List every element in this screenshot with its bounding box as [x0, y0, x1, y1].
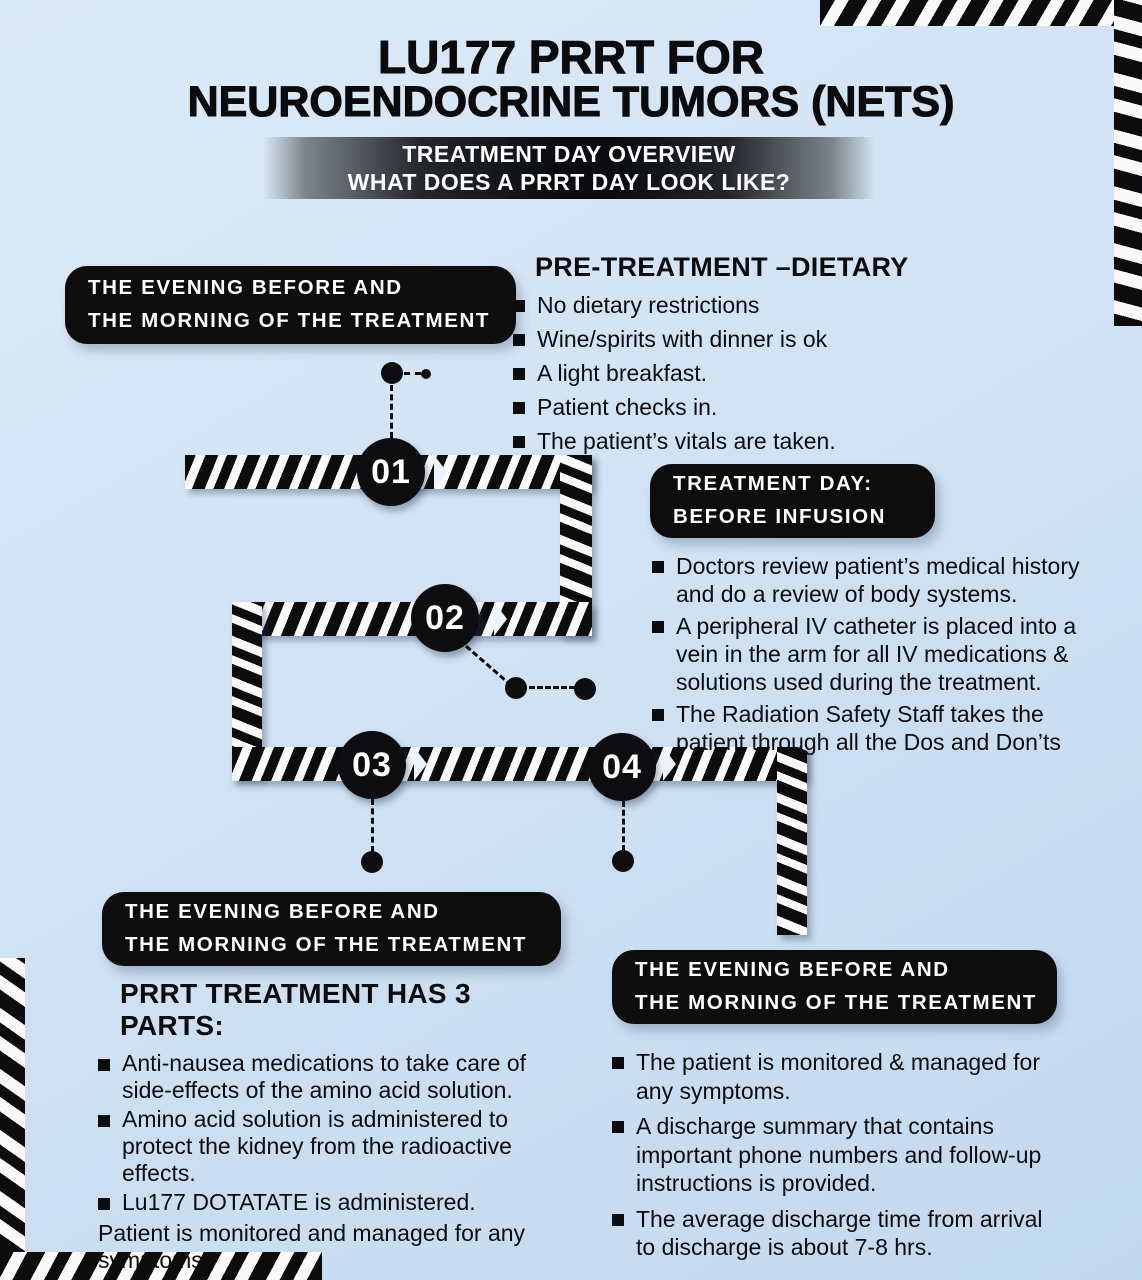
bullet-text: No dietary restrictions: [537, 292, 760, 318]
bullet-square-icon: [513, 334, 525, 346]
connector-dash-01: [390, 385, 393, 438]
bullet-text: A light breakfast.: [537, 359, 708, 386]
pill-line1: THE EVENING BEFORE AND: [88, 276, 403, 300]
pill-evening-morning-top: [65, 266, 516, 344]
pill-evening-morning-bottom-right: [612, 950, 1057, 1024]
connector-dash-03: [371, 799, 374, 852]
connector-dot-01b: [421, 369, 431, 379]
section-pre-treatment-dietary: [513, 252, 973, 461]
step-circle-04: [588, 733, 656, 801]
bullet-text: The Radiation Safety Staff takes the patient through all the Dos and Don’ts: [676, 701, 1061, 756]
bullet-text: The patient is monitored & managed for any symptoms.: [636, 1049, 1041, 1104]
flow-bar-vertical-right2: [777, 747, 807, 935]
page-title-line1: LU177 PRRT FOR: [378, 31, 764, 83]
pre-treatment-heading: PRE-TREATMENT –DIETARY: [535, 252, 909, 282]
bullet-text: Amino acid solution is administered to protect the kidney from the radioactive effects.: [122, 1105, 512, 1186]
bullet-item: [652, 612, 1112, 696]
step-number: 01: [371, 452, 411, 491]
banner-line1: TREATMENT DAY OVERVIEW: [402, 140, 736, 167]
connector-dash-02: [465, 645, 512, 687]
page-title-line2: NEUROENDOCRINE TUMORS (NETS): [187, 77, 955, 126]
bullet-text: A peripheral IV catheter is placed into a vein in the arm for all IV medications & solutions used during the treatment.: [676, 613, 1077, 696]
pill-evening-morning-bottom-left: [102, 892, 561, 966]
bullet-square-icon: [612, 1121, 624, 1133]
bullet-text: Lu177 DOTATATE is administered.: [122, 1188, 476, 1215]
bullet-item: [513, 393, 973, 422]
zebra-stripe-bottom-left-band: [0, 958, 25, 1280]
bullet-item: [513, 427, 973, 456]
connector-dash-01b: [404, 372, 421, 375]
bullet-item: [98, 1189, 550, 1216]
step-number: 04: [602, 747, 642, 786]
bullet-square-icon: [513, 300, 525, 312]
bullet-text: Wine/spirits with dinner is ok: [537, 325, 828, 352]
treatment-parts-heading: PRRT TREATMENT HAS 3 PARTS:: [120, 978, 471, 1041]
bullet-item: [98, 1106, 550, 1187]
banner-line2: WHAT DOES A PRRT DAY LOOK LIKE?: [347, 169, 791, 195]
bullet-item: [513, 291, 973, 320]
bullet-square-icon: [98, 1198, 110, 1210]
bullet-item: [652, 552, 1112, 608]
bullet-text: A discharge summary that contains important phone numbers and follow-up instructions is provided.: [636, 1113, 1042, 1197]
bullet-text: Doctors review patient’s medical history and do a review of body systems.: [676, 553, 1080, 608]
bullet-item: [652, 700, 1112, 756]
bullet-item: [612, 1048, 1064, 1105]
connector-dash-04: [622, 801, 625, 851]
connector-dash-02b: [529, 686, 575, 689]
section-discharge: [612, 1048, 1064, 1269]
section-before-infusion: [652, 552, 1112, 760]
pill-line2: THE MORNING OF THE TREATMENT: [635, 991, 1038, 1014]
pill-line2: BEFORE INFUSION: [673, 505, 887, 528]
bullet-square-icon: [513, 402, 525, 414]
pre-treatment-list: [513, 291, 973, 456]
pill-line1: THE EVENING BEFORE AND: [125, 900, 440, 924]
connector-dot-02a: [505, 677, 527, 699]
bullet-text: The average discharge time from arrival to discharge is about 7-8 hrs.: [636, 1205, 1043, 1261]
bar-notch-icon: [414, 747, 427, 781]
bullet-text: Anti-nausea medications to take care of side-effects of the amino acid solution.: [122, 1050, 527, 1103]
bar-notch-icon: [494, 602, 507, 636]
bullet-square-icon: [612, 1057, 624, 1069]
step-circle-03: [338, 731, 406, 799]
step-number: 03: [352, 745, 392, 784]
bullet-item: [513, 325, 973, 354]
connector-dot-02b: [574, 678, 596, 700]
treatment-parts-footer: Patient is monitored and managed for any symptoms: [98, 1220, 526, 1274]
bullet-item: [612, 1205, 1064, 1262]
pill-line1: THE EVENING BEFORE AND: [635, 958, 950, 982]
before-infusion-list: [652, 552, 1112, 756]
bullet-square-icon: [652, 561, 664, 573]
treatment-parts-list: [98, 1050, 550, 1215]
subtitle-banner: [263, 137, 875, 199]
connector-dot-04: [612, 850, 634, 872]
connector-dot-01: [381, 362, 403, 384]
section-treatment-parts: [98, 978, 550, 1274]
bullet-item: [98, 1050, 550, 1104]
bullet-text: The patient’s vitals are taken.: [537, 427, 836, 454]
bullet-item: [513, 359, 973, 388]
bullet-square-icon: [98, 1115, 110, 1127]
bullet-square-icon: [652, 709, 664, 721]
discharge-list: [612, 1048, 1064, 1262]
page-title: [0, 31, 1142, 126]
pill-line1: TREATMENT DAY:: [673, 472, 873, 496]
zebra-stripe-top-right-band: [820, 0, 1142, 26]
bullet-square-icon: [612, 1214, 624, 1226]
step-circle-02: [411, 584, 479, 652]
pill-line2: THE MORNING OF THE TREATMENT: [125, 933, 528, 956]
bullet-square-icon: [513, 436, 525, 448]
pill-line2: THE MORNING OF THE TREATMENT: [88, 309, 491, 332]
step-number: 02: [425, 598, 465, 637]
bullet-square-icon: [652, 621, 664, 633]
step-circle-01: [357, 438, 425, 506]
bullet-square-icon: [513, 368, 525, 380]
connector-dot-03: [361, 851, 383, 873]
bar-notch-icon: [434, 455, 447, 489]
bullet-text: Patient checks in.: [537, 393, 718, 420]
pill-before-infusion: [650, 464, 935, 538]
bullet-square-icon: [98, 1059, 110, 1071]
bullet-item: [612, 1112, 1064, 1198]
